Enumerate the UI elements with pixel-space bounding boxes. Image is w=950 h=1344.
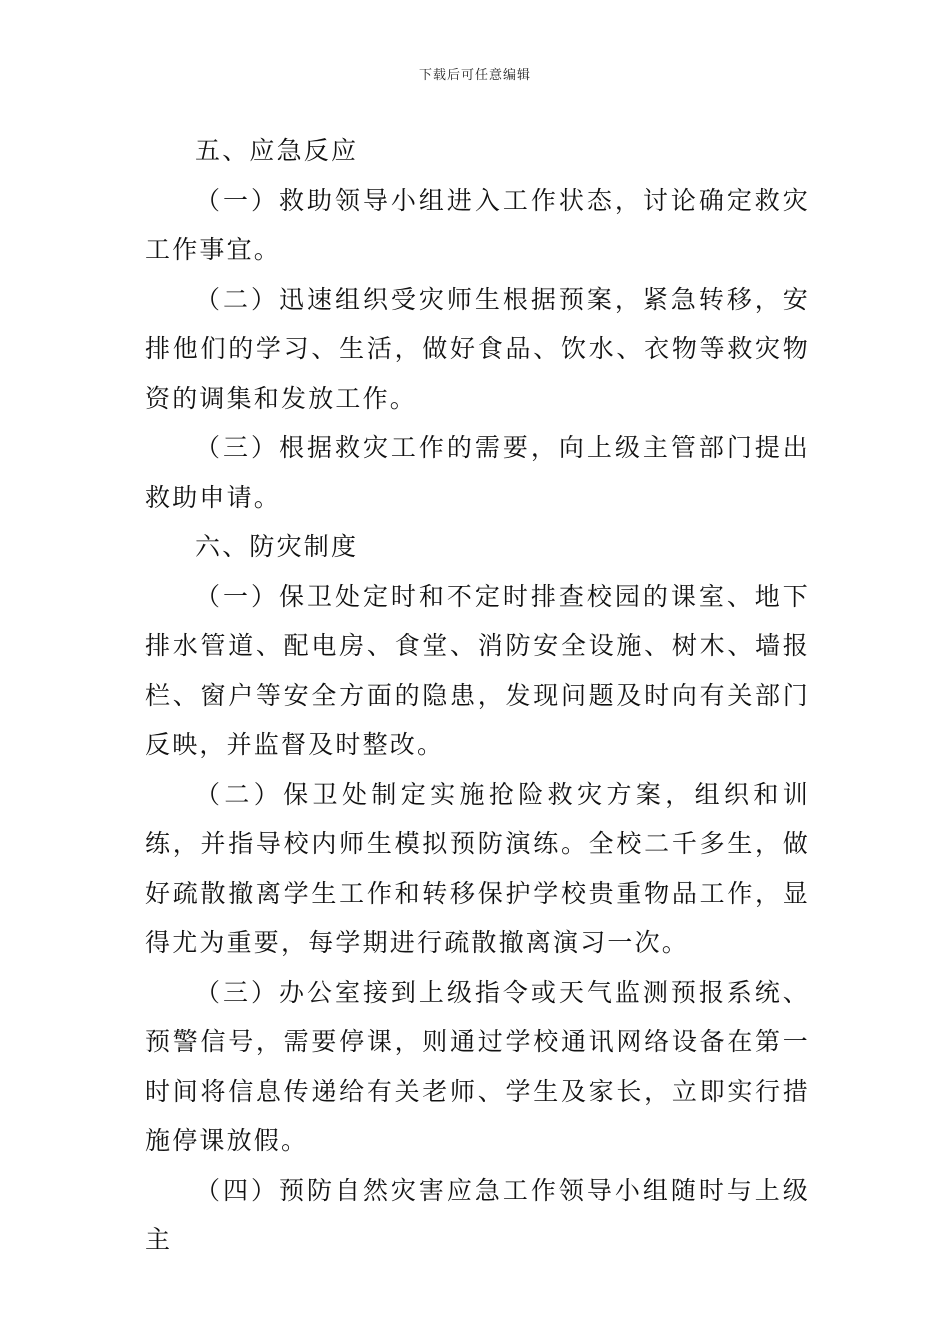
paragraph-6-1: （一）保卫处定时和不定时排查校园的课室、地下排水管道、配电房、食堂、消防安全设施、树木、墙报栏、窗户等安全方面的隐患，发现问题及时向有关部门反映，并监督及时整改。 — [145, 581, 810, 759]
section-heading-5: 五、应急反应 — [195, 136, 359, 165]
paragraph-6-3: （三）办公室接到上级指令或天气监测预报系统、预警信号，需要停课，则通过学校通讯网络设备在第一时间将信息传递给有关老师、学生及家长，立即实行措施停课放假。 — [145, 977, 810, 1155]
paragraph-5-3: （三）根据救灾工作的需要，向上级主管部门提出救助申请。 — [145, 433, 810, 512]
paragraph-5-2: （二）迅速组织受灾师生根据预案，紧急转移，安排他们的学习、生活，做好食品、饮水、衣物等救灾物资的调集和发放工作。 — [145, 284, 810, 413]
paragraph-6-4: （四）预防自然灾害应急工作领导小组随时与上级主 — [145, 1175, 810, 1254]
paragraph-6-2: （二）保卫处制定实施抢险救灾方案，组织和训练，并指导校内师生模拟预防演练。全校二千多生，做好疏散撤离学生工作和转移保护学校贵重物品工作，显得尤为重要，每学期进行疏散撤离演习一次。 — [145, 779, 810, 957]
page-header-note: 下载后可任意编辑 — [418, 68, 531, 83]
section-heading-6: 六、防灾制度 — [195, 532, 359, 561]
paragraph-5-1: （一）救助领导小组进入工作状态，讨论确定救灾工作事宜。 — [145, 185, 810, 264]
document-body — [145, 126, 810, 1265]
